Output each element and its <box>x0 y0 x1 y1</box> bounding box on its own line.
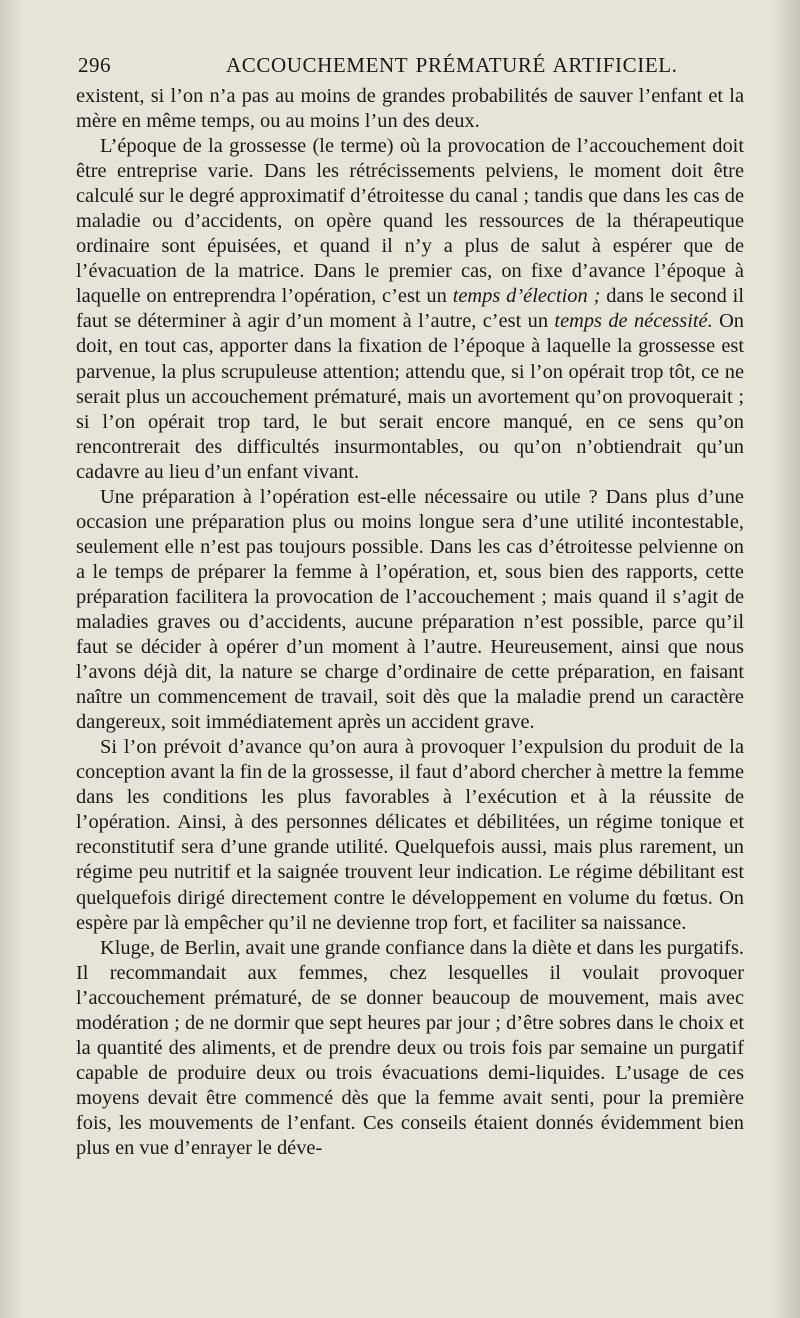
text-run: Kluge, de Berlin, avait une grande confiance dans la diète et dans les purgatifs. Il recommandait aux femmes, chez lesquelles il voulait provoquer l’accouchement prématuré, de se donner beaucoup de mouvement, mais avec modération ; de ne dormir que sept heures par jour ; d’être sobres dans le choix et la quantité des aliments, et de prendre deux ou trois fois par semaine un purgatif capable de produire deux ou trois évacuations demi-liquides. L’usage de ces moyens devait être commencé dès que la femme avait senti, pour la première fois, les mouvements de l’enfant. Ces conseils étaient donnés évidemment bien plus en vue d’enrayer le déve- <box>76 936 744 1159</box>
paragraph <box>76 84 744 134</box>
running-title: ACCOUCHEMENT PRÉMATURÉ ARTIFICIEL. <box>226 53 678 77</box>
paragraph <box>76 134 744 485</box>
book-page <box>76 48 744 1298</box>
page-number: 296 <box>78 53 111 77</box>
body-text <box>76 84 744 1161</box>
paragraph <box>76 936 744 1161</box>
italic-term: temps de nécessité. <box>554 310 713 333</box>
paragraph <box>76 735 744 935</box>
text-run: L’époque de la grossesse (le terme) où la provocation de l’accouchement doit être entreprise varie. Dans les rétrécissements pelviens, le moment doit être calculé sur le degré approximatif d’étroitesse du canal ; tandis que dans les cas de maladie ou d’accidents, on opère quand les ressources de la thérapeutique ordinaire sont épuisées, et quand il n’y a plus de salut à espérer que de l’évacuation de la matrice. Dans le premier cas, on fixe d’avance l’époque à laquelle on entreprendra l’opération, c’est un <box>76 135 744 308</box>
text-run: existent, si l’on n’a pas au moins de grandes probabilités de sauver l’enfant et la mère en même temps, ou au moins l’un des deux. <box>76 85 744 133</box>
text-run: Une préparation à l’opération est-elle nécessaire ou utile ? Dans plus d’une occasion une préparation plus ou moins longue sera d’une utilité incontestable, seulement elle n’est pas toujours possible. Dans les cas d’étroitesse pelvienne on a le temps de préparer la femme à l’opération, et, sous bien des rapports, cette préparation facilitera la provocation de l’accouchement ; mais quand il s’agit de maladies graves ou d’accidents, aucune préparation n’est possible, parce qu’il faut se décider à opérer d’un moment à l’autre. Heureusement, ainsi que nous l’avons déjà dit, la nature se charge d’ordinaire de cette préparation, en faisant naître un commencement de travail, soit dès que la maladie prend un caractère dangereux, soit immédiatement après un accident grave. <box>76 485 744 734</box>
running-head <box>76 48 744 82</box>
paragraph <box>76 485 744 735</box>
text-run: dans le second il faut se déterminer à agir d’un moment à l’autre, c’est un <box>76 285 744 333</box>
text-run: On doit, en tout cas, apporter dans la fixation de l’époque à laquelle la grossesse est parvenue, la plus scrupuleuse attention; attendu que, si l’on opérait trop tôt, ce ne serait plus un accouchement prématuré, mais un avortement qu’on provoquerait ; si l’on opérait trop tard, le but serait encore manqué, en ce sens qu’on rencontrerait des difficultés insurmontables, ou qu’on n’obtiendrait qu’un cadavre au lieu d’un enfant vivant. <box>76 310 744 483</box>
italic-term: temps d’élection ; <box>452 285 601 308</box>
text-run: Si l’on prévoit d’avance qu’on aura à provoquer l’expulsion du produit de la conception avant la fin de la grossesse, il faut d’abord chercher à mettre la femme dans les conditions les plus favorables à l’exécution et à la réussite de l’opération. Ainsi, à des personnes délicates et débilitées, un régime tonique et reconstitutif sera d’une grande utilité. Quelquefois aussi, mais plus rarement, un régime peu nutritif et la saignée trouvent leur indication. Le régime débilitant est quelquefois dirigé directement contre le développement en volume du fœtus. On espère par là empêcher qu’il ne devienne trop fort, et faciliter sa naissance. <box>76 736 744 934</box>
